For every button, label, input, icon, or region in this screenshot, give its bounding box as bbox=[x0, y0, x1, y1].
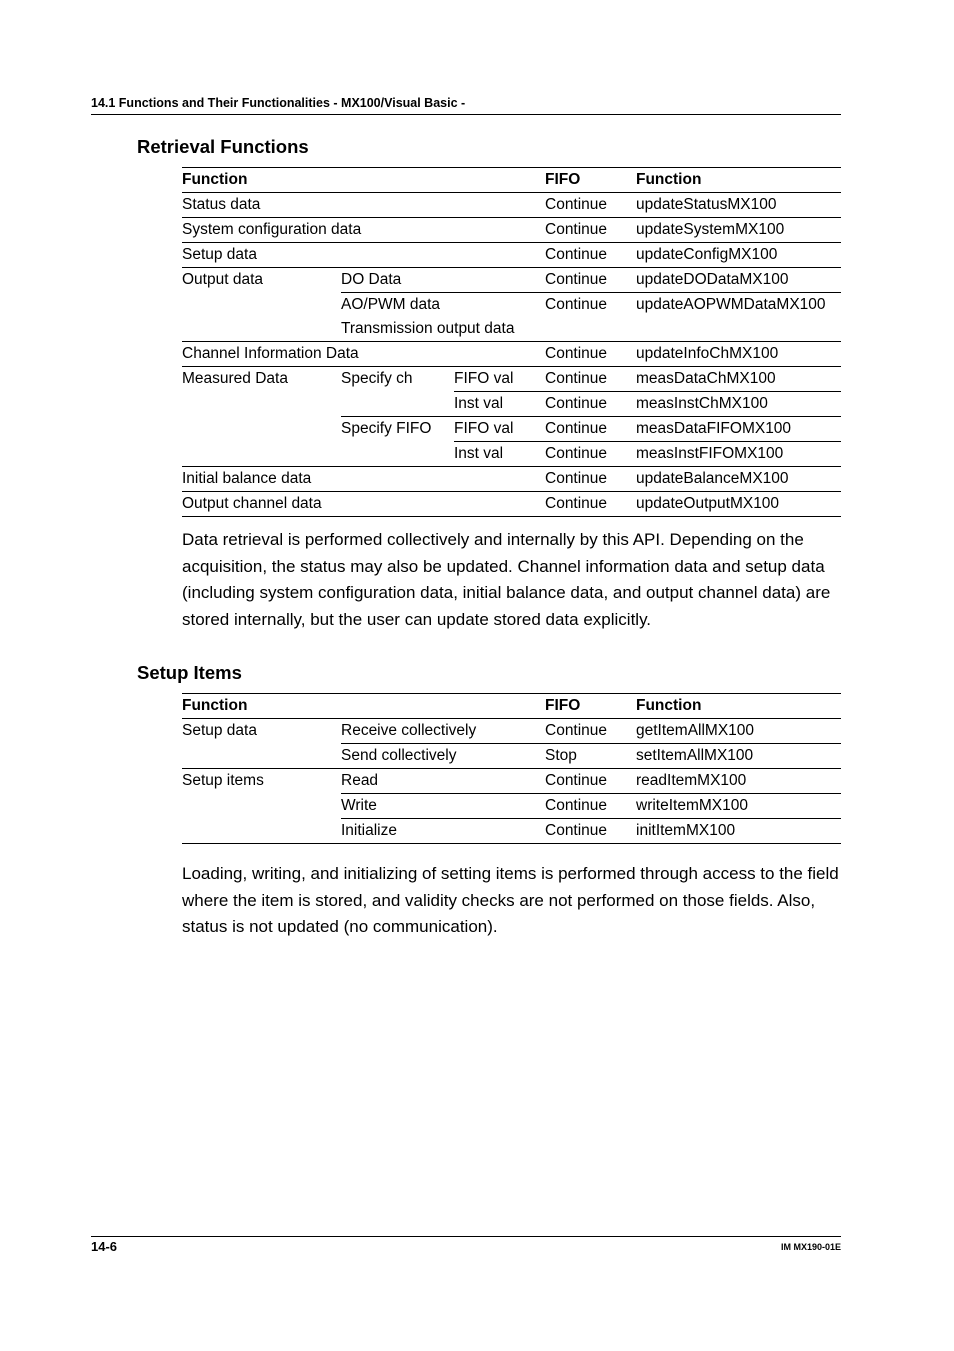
running-header: 14.1 Functions and Their Functionalities - MX100/Visual Basic - bbox=[91, 96, 466, 110]
table-row bbox=[182, 769, 841, 794]
api-cell: updateDODataMX100 bbox=[636, 268, 841, 293]
table-row bbox=[182, 794, 841, 819]
subfunction-cell: Transmission output data bbox=[341, 320, 515, 337]
table-row bbox=[182, 467, 841, 492]
footer-rule bbox=[91, 1236, 841, 1237]
api-cell: updateAOPWMDataMX100 bbox=[636, 296, 826, 313]
table-row bbox=[182, 293, 841, 318]
table-row bbox=[182, 392, 841, 417]
table-row bbox=[182, 243, 841, 268]
api-cell: initItemMX100 bbox=[636, 822, 736, 839]
function-cell: Setup data bbox=[182, 246, 257, 263]
api-cell: readItemMX100 bbox=[636, 769, 841, 794]
fifo-cell: Continue bbox=[545, 445, 608, 462]
function-cell: Status data bbox=[182, 196, 261, 213]
fifo-cell: Continue bbox=[545, 794, 636, 819]
api-cell: updateStatusMX100 bbox=[636, 196, 777, 213]
table-row bbox=[182, 744, 841, 769]
fifo-cell: Continue bbox=[545, 296, 608, 313]
page-number: 14-6 bbox=[91, 1239, 118, 1254]
fifo-cell: Continue bbox=[545, 345, 608, 362]
api-cell: updateOutputMX100 bbox=[636, 495, 780, 512]
value-type-cell: Inst val bbox=[454, 445, 504, 462]
function-cell: Output data bbox=[182, 271, 264, 289]
subfunction-cell: DO Data bbox=[341, 268, 545, 293]
header-api-function: Function bbox=[636, 171, 702, 188]
fifo-cell: Continue bbox=[545, 769, 636, 794]
setup-items-table bbox=[182, 693, 841, 844]
fifo-cell: Continue bbox=[545, 196, 608, 213]
subfunction-cell: AO/PWM data bbox=[341, 296, 441, 313]
table-row bbox=[182, 218, 841, 243]
table-header-row bbox=[182, 168, 841, 193]
fifo-cell: Continue bbox=[545, 268, 636, 293]
api-cell: measDataChMX100 bbox=[636, 367, 841, 392]
subfunction-cell: Receive collectively bbox=[341, 719, 545, 744]
table-row bbox=[182, 819, 841, 844]
api-cell: measInstChMX100 bbox=[636, 392, 841, 417]
table-row bbox=[182, 268, 841, 293]
api-cell: measDataFIFOMX100 bbox=[636, 417, 841, 442]
api-cell: updateBalanceMX100 bbox=[636, 470, 789, 487]
function-cell: Channel Information Data bbox=[182, 345, 359, 362]
fifo-cell: Continue bbox=[545, 392, 636, 417]
subfunction-cell: Write bbox=[341, 794, 545, 819]
value-type-cell: Inst val bbox=[454, 392, 545, 417]
document-code: IM MX190-01E bbox=[780, 1242, 841, 1252]
function-cell: Initial balance data bbox=[182, 470, 312, 487]
table-row bbox=[182, 193, 841, 218]
fifo-cell: Continue bbox=[545, 822, 608, 839]
header-function: Function bbox=[182, 697, 248, 714]
fifo-cell: Continue bbox=[545, 367, 636, 392]
header-rule bbox=[91, 114, 841, 115]
value-type-cell: FIFO val bbox=[454, 417, 545, 442]
function-cell: Output channel data bbox=[182, 495, 322, 512]
header-fifo: FIFO bbox=[545, 697, 581, 714]
setup-section-title: Setup Items bbox=[137, 662, 242, 683]
header-fifo: FIFO bbox=[545, 171, 581, 188]
function-cell: System configuration data bbox=[182, 221, 362, 238]
api-cell: writeItemMX100 bbox=[636, 794, 841, 819]
fifo-cell: Continue bbox=[545, 246, 608, 263]
setup-description: Loading, writing, and initializing of setting items is performed through access to the field where the item is stored, and validity checks are not performed on those fields. Also, status is not updated (no communication). bbox=[182, 864, 839, 936]
header-function: Function bbox=[182, 171, 248, 188]
subfunction-cell: Specify FIFO bbox=[341, 420, 432, 438]
api-cell: setItemAllMX100 bbox=[636, 747, 754, 764]
value-type-cell: FIFO val bbox=[454, 367, 545, 392]
fifo-cell: Continue bbox=[545, 495, 608, 512]
table-row bbox=[182, 719, 841, 744]
table-row bbox=[182, 367, 841, 392]
table-row bbox=[182, 417, 841, 442]
api-cell: updateConfigMX100 bbox=[636, 246, 778, 263]
retrieval-description: Data retrieval is performed collectively and internally by this API. Depending on the acquisition, the status may also be updated. Channel information data and setup data (including system configuration data, initial balance data, and output channel data) are stored internally, but the user can update stored data explicitly. bbox=[182, 530, 831, 629]
fifo-cell: Continue bbox=[545, 417, 636, 442]
api-cell: updateInfoChMX100 bbox=[636, 345, 779, 362]
function-cell: Setup data bbox=[182, 722, 257, 740]
fifo-cell: Stop bbox=[545, 747, 577, 764]
table-row bbox=[182, 317, 841, 342]
api-cell: measInstFIFOMX100 bbox=[636, 445, 784, 462]
table-row bbox=[182, 442, 841, 467]
api-cell: getItemAllMX100 bbox=[636, 719, 841, 744]
function-cell: Setup items bbox=[182, 772, 264, 790]
retrieval-section-title: Retrieval Functions bbox=[137, 136, 309, 157]
fifo-cell: Continue bbox=[545, 470, 608, 487]
fifo-cell: Continue bbox=[545, 719, 636, 744]
subfunction-cell: Specify ch bbox=[341, 370, 413, 388]
header-api-function: Function bbox=[636, 697, 702, 714]
api-cell: updateSystemMX100 bbox=[636, 221, 785, 238]
subfunction-cell: Send collectively bbox=[341, 747, 457, 764]
function-cell: Measured Data bbox=[182, 370, 288, 388]
subfunction-cell: Initialize bbox=[341, 822, 397, 839]
subfunction-cell: Read bbox=[341, 769, 545, 794]
table-row bbox=[182, 342, 841, 367]
fifo-cell: Continue bbox=[545, 221, 608, 238]
table-header-row bbox=[182, 694, 841, 719]
retrieval-functions-table bbox=[182, 167, 841, 517]
table-row bbox=[182, 492, 841, 517]
